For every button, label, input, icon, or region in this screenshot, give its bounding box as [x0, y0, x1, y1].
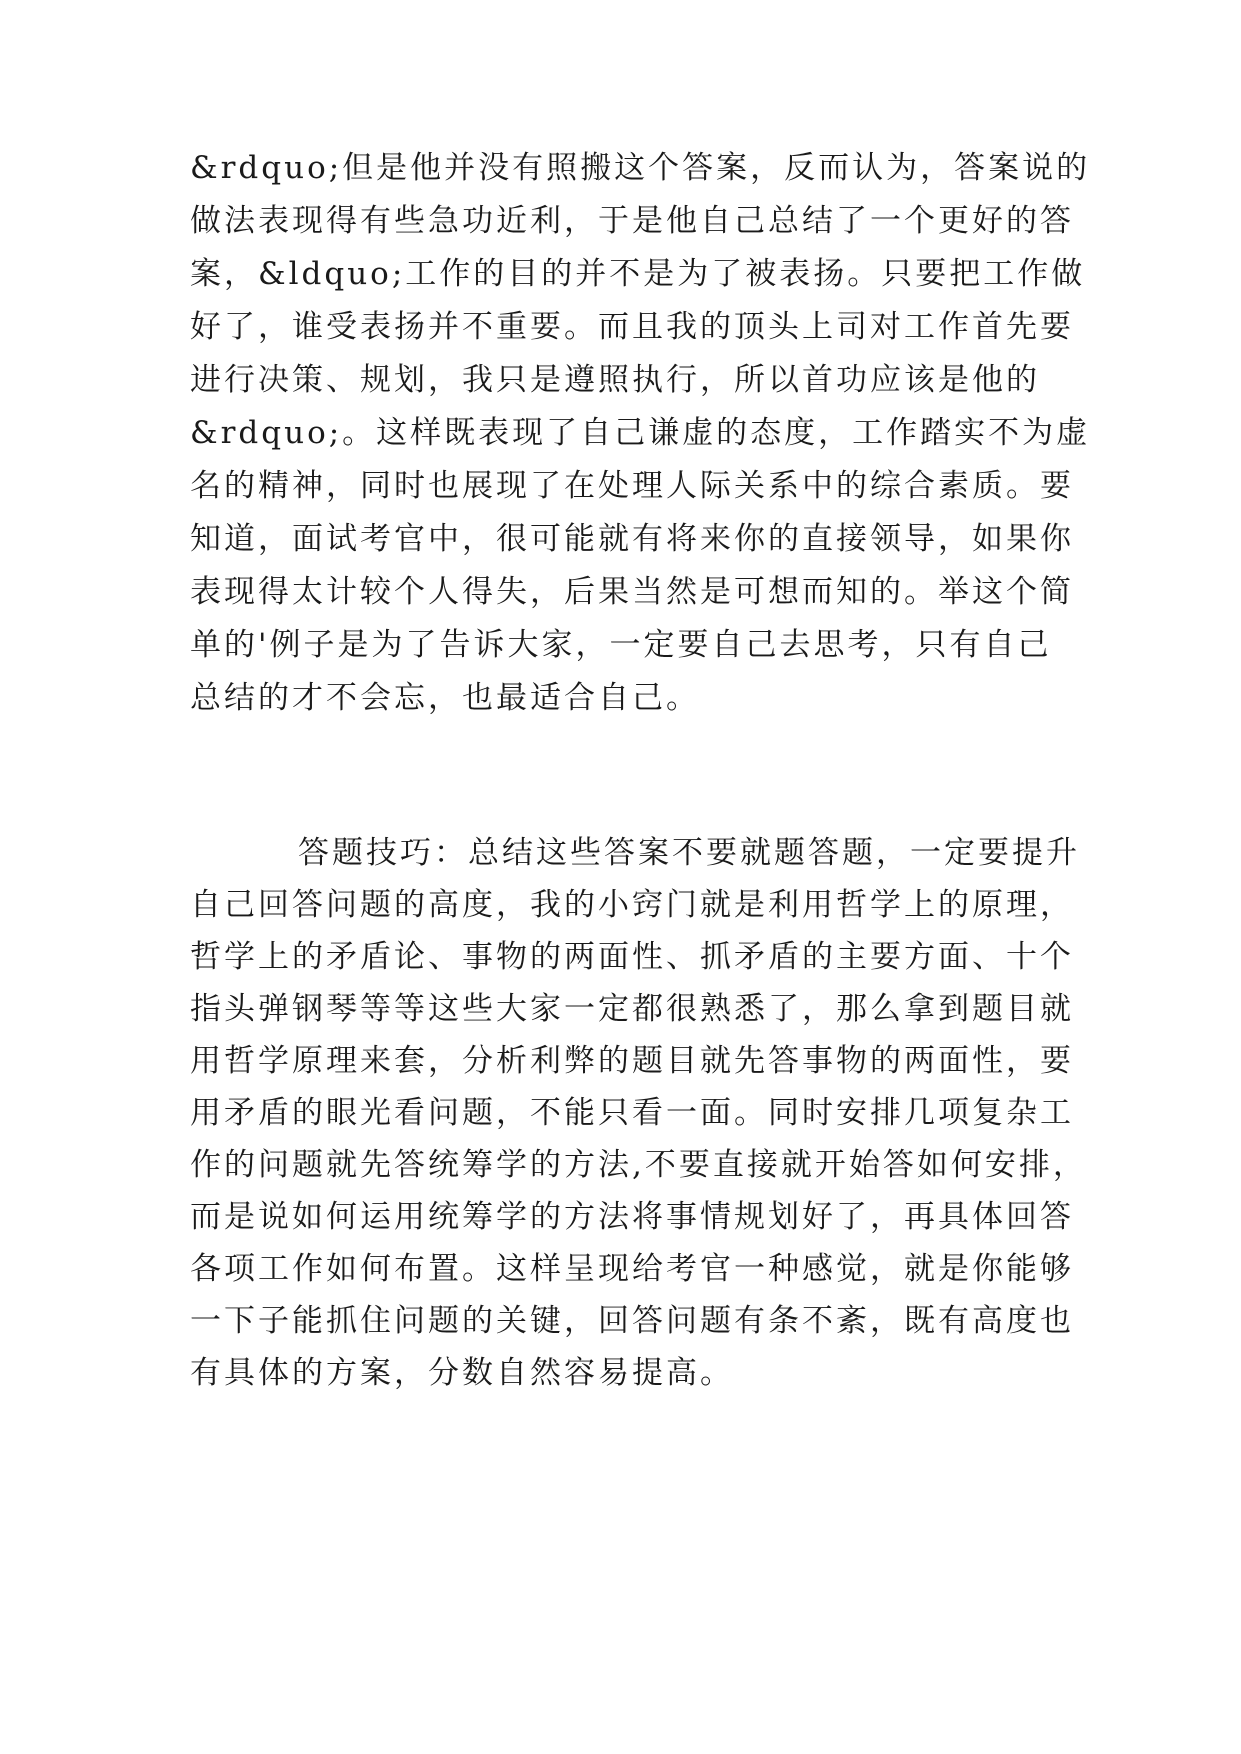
- paragraph-1-line: 名的精神，同时也展现了在处理人际关系中的综合素质。要: [190, 468, 1074, 504]
- paragraph-2-line: 用哲学原理来套，分析利弊的题目就先答事物的两面性，要: [190, 1043, 1074, 1079]
- paragraph-2-line: 用矛盾的眼光看问题，不能只看一面。同时安排几项复杂工: [190, 1095, 1074, 1131]
- paragraph-2-line: 哲学上的矛盾论、事物的两面性、抓矛盾的主要方面、十个: [190, 939, 1074, 975]
- paragraph-2-line: 而是说如何运用统筹学的方法将事情规划好了，再具体回答: [190, 1199, 1074, 1235]
- paragraph-2-line: 答题技巧：总结这些答案不要就题答题，一定要提升: [298, 835, 1080, 871]
- paragraph-2-line: 有具体的方案，分数自然容易提高。: [190, 1355, 734, 1391]
- paragraph-2-line: 各项工作如何布置。这样呈现给考官一种感觉，就是你能够: [190, 1251, 1074, 1287]
- paragraph-1-line: 总结的才不会忘，也最适合自己。: [190, 680, 700, 716]
- paragraph-1-line: &rdquo;但是他并没有照搬这个答案，反而认为，答案说的: [190, 150, 1091, 186]
- paragraph-2-line: 自己回答问题的高度，我的小窍门就是利用哲学上的原理，: [190, 887, 1074, 923]
- paragraph-1-line: 好了，谁受表扬并不重要。而且我的顶头上司对工作首先要: [190, 309, 1074, 345]
- paragraph-1-line: 表现得太计较个人得失，后果当然是可想而知的。举这个简: [190, 574, 1074, 610]
- paragraph-2-line: 一下子能抓住问题的关键，回答问题有条不紊，既有高度也: [190, 1303, 1074, 1339]
- paragraph-1-line: &rdquo;。这样既表现了自己谦虚的态度，工作踏实不为虚: [190, 415, 1091, 451]
- paragraph-2-line: 作的问题就先答统筹学的方法,不要直接就开始答如何安排，: [190, 1147, 1087, 1183]
- paragraph-1-line: 知道，面试考官中，很可能就有将来你的直接领导，如果你: [190, 521, 1074, 557]
- paragraph-1-line: 单的'例子是为了告诉大家，一定要自己去思考，只有自己: [190, 627, 1052, 663]
- paragraph-1-line: 做法表现得有些急功近利，于是他自己总结了一个更好的答: [190, 203, 1074, 239]
- paragraph-1-line: 进行决策、规划，我只是遵照执行，所以首功应该是他的: [190, 362, 1040, 398]
- paragraph-1-line: 案，&ldquo;工作的目的并不是为了被表扬。只要把工作做: [190, 256, 1086, 292]
- paragraph-2-line: 指头弹钢琴等等这些大家一定都很熟悉了，那么拿到题目就: [190, 991, 1074, 1027]
